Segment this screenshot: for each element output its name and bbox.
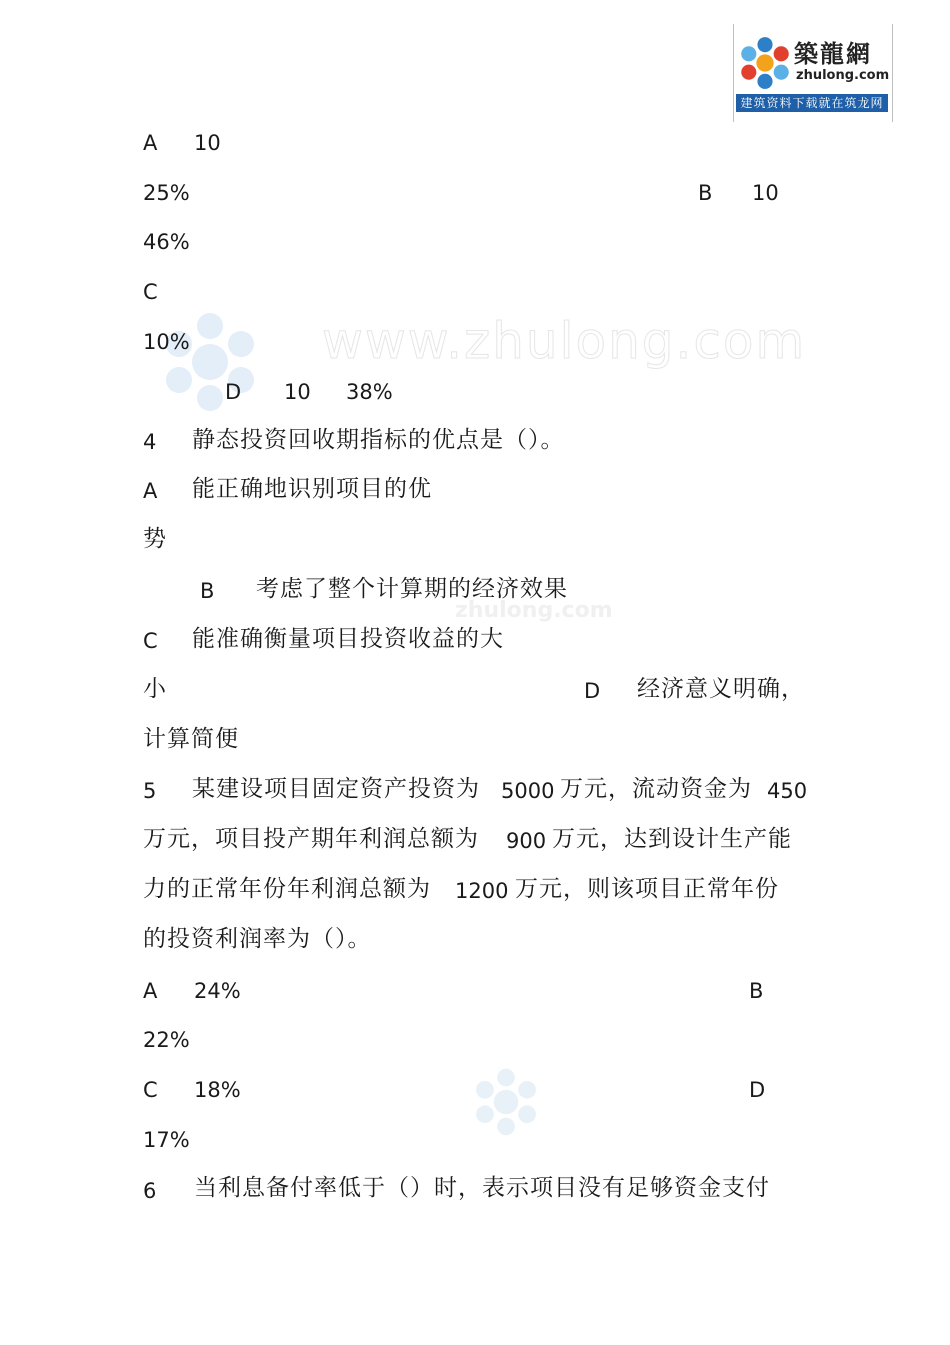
q3-option-b-text: 10 xyxy=(752,181,779,205)
q5-option-a-text: 24% xyxy=(194,979,241,1003)
q4-option-c-label: C xyxy=(143,629,158,653)
q5-option-d-text: 17% xyxy=(143,1128,190,1152)
watermark-snowflake-icon xyxy=(160,312,260,412)
q4-option-a-text-cont: 势 xyxy=(143,526,167,552)
q3-option-a-text: 10 xyxy=(194,131,221,155)
q4-number: 4 xyxy=(143,430,157,454)
q6-stem: 当利息备付率低于（）时，表示项目没有足够资金支付 xyxy=(194,1175,770,1201)
q5-option-d-label: D xyxy=(749,1078,766,1102)
q5-stem-line3-a: 力的正常年份年利润总额为 xyxy=(143,876,431,902)
q4-option-d-text-cont: 计算简便 xyxy=(143,726,239,752)
q4-option-a-text: 能正确地识别项目的优 xyxy=(192,476,432,502)
logo-title: 築龍網 xyxy=(794,40,872,68)
q5-stem-line1-c: 万元，流动资金为 xyxy=(560,776,752,802)
q3-option-a-text-cont: 25% xyxy=(143,181,190,205)
q3-option-d-text-cont: 38% xyxy=(346,380,393,404)
q4-option-d-text: 经济意义明确， xyxy=(637,676,805,702)
q4-option-d-label: D xyxy=(584,679,601,703)
q6-number: 6 xyxy=(143,1179,157,1203)
q3-option-d-label: D xyxy=(225,380,242,404)
q5-stem-line3-c: 万元，则该项目正常年份 xyxy=(515,876,779,902)
q4-option-b-label: B xyxy=(200,579,215,603)
q5-stem-line1-a: 某建设项目固定资产投资为 xyxy=(192,776,480,802)
watermark-text-secondary: zhulong.com xyxy=(455,598,613,623)
q5-number: 5 xyxy=(143,779,157,803)
q3-option-d-text: 10 xyxy=(284,380,311,404)
logo-domain: zhulong.com xyxy=(796,68,890,83)
q5-option-c-text: 18% xyxy=(194,1078,241,1102)
q5-stem-line2-a: 万元，项目投产期年利润总额为 xyxy=(143,826,479,852)
q4-option-b-text: 考虑了整个计算期的经济效果 xyxy=(256,576,568,602)
q5-option-c-label: C xyxy=(143,1078,158,1102)
q3-option-c-text: 10% xyxy=(143,330,190,354)
q5-option-a-label: A xyxy=(143,979,158,1003)
q3-option-a-label: A xyxy=(143,131,158,155)
q5-option-b-text: 22% xyxy=(143,1028,190,1052)
site-logo xyxy=(733,24,893,122)
q5-stem-line2-c: 万元，达到设计生产能 xyxy=(552,826,792,852)
q5-stem-line3-b: 1200 xyxy=(455,879,509,903)
q3-option-c-label: C xyxy=(143,280,158,304)
logo-snowflake-icon xyxy=(738,36,792,90)
q4-option-a-label: A xyxy=(143,479,158,503)
logo-tagline: 建筑资料下载就在筑龙网 xyxy=(736,94,888,112)
watermark-text: www.zhulong.com xyxy=(322,312,807,370)
q4-stem: 静态投资回收期指标的优点是（）。 xyxy=(192,427,565,453)
watermark-snowflake-icon xyxy=(472,1068,540,1136)
q5-stem-line1-b: 5000 xyxy=(501,779,555,803)
q5-stem-line4: 的投资利润率为（）。 xyxy=(143,926,372,952)
q3-option-b-label: B xyxy=(698,181,713,205)
q4-option-c-text: 能准确衡量项目投资收益的大 xyxy=(192,626,504,652)
q5-option-b-label: B xyxy=(749,979,764,1003)
q5-stem-line1-d: 450 xyxy=(767,779,808,803)
q4-option-c-text-cont: 小 xyxy=(143,676,167,702)
q3-option-b-text-cont: 46% xyxy=(143,230,190,254)
q5-stem-line2-b: 900 xyxy=(506,829,547,853)
